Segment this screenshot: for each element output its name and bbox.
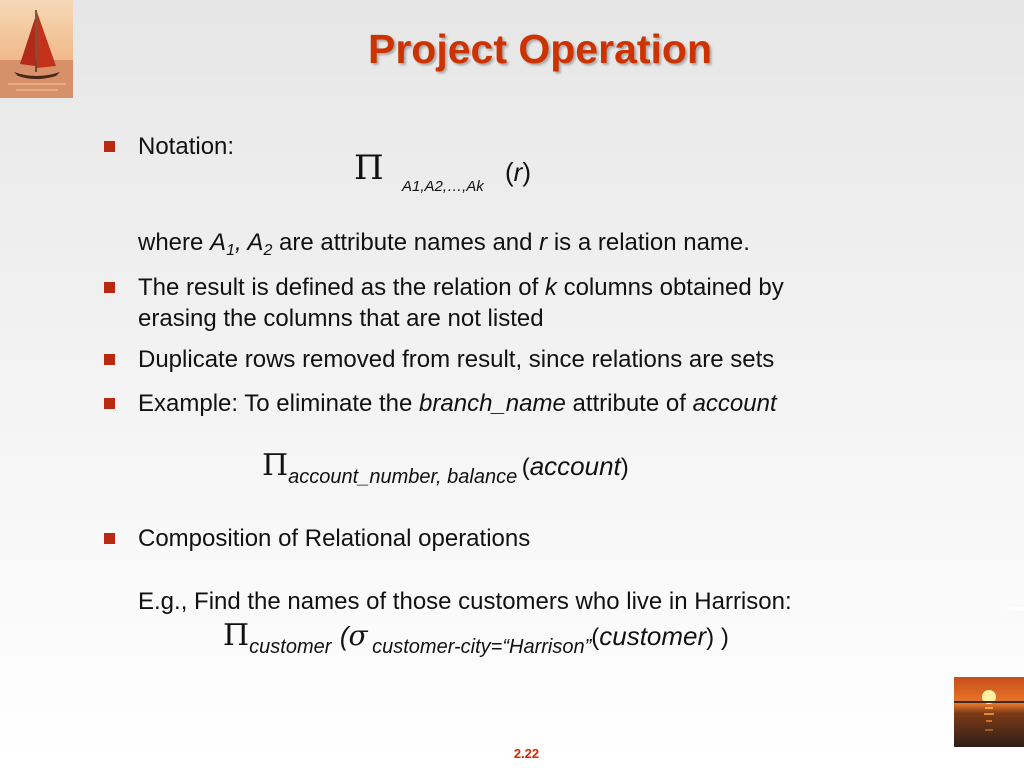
result-bullet-line2: erasing the columns that are not listed [138,305,544,332]
projection-notation-subscript: A1,A2,…,Ak [402,178,484,195]
projection-subscript: account_number, balance [288,466,518,488]
eg-text: E.g., Find the names of those customers who live in Harrison: [138,588,792,615]
pi-symbol: Π [354,148,384,188]
result-bullet-line1: The result is defined as the relation of k columns obtained by [138,274,784,301]
projection-notation-argument: (r) [505,157,532,187]
composition-formula: Πcustomer (σ customer-city=“Harrison”(customer) ) [223,618,729,658]
square-bullet-icon [104,282,115,293]
example-projection-formula: Πaccount_number, balance (account) [262,448,629,488]
pi-subscript: customer [249,636,332,658]
sigma-subscript: customer-city=“Harrison” [372,636,592,658]
duplicates-bullet: Duplicate rows removed from result, since relations are sets [138,346,775,373]
where-text: where $A_1$, $A_2$ are attribute names and r is a relation name. [138,229,750,259]
square-bullet-icon [104,533,115,544]
composition-bullet: Composition of Relational operations [138,525,531,552]
square-bullet-icon [104,398,115,409]
relation-argument: account [529,451,621,481]
square-bullet-icon [104,354,115,365]
sigma-symbol: σ [348,619,368,652]
example-bullet: Example: To eliminate the branch_name attribute of account [138,390,777,417]
sunset-image [954,677,1024,747]
square-bullet-icon [104,141,115,152]
page-number: 2.22 [513,746,540,761]
relation-argument: customer [599,621,707,651]
slide-title: Project Operation [367,26,712,72]
notation-label: Notation: [138,133,235,160]
projection-notation-formula [354,148,384,188]
pi-symbol: Π [223,618,250,653]
pi-symbol: Π [262,448,289,483]
decorative-streak [998,607,1024,611]
